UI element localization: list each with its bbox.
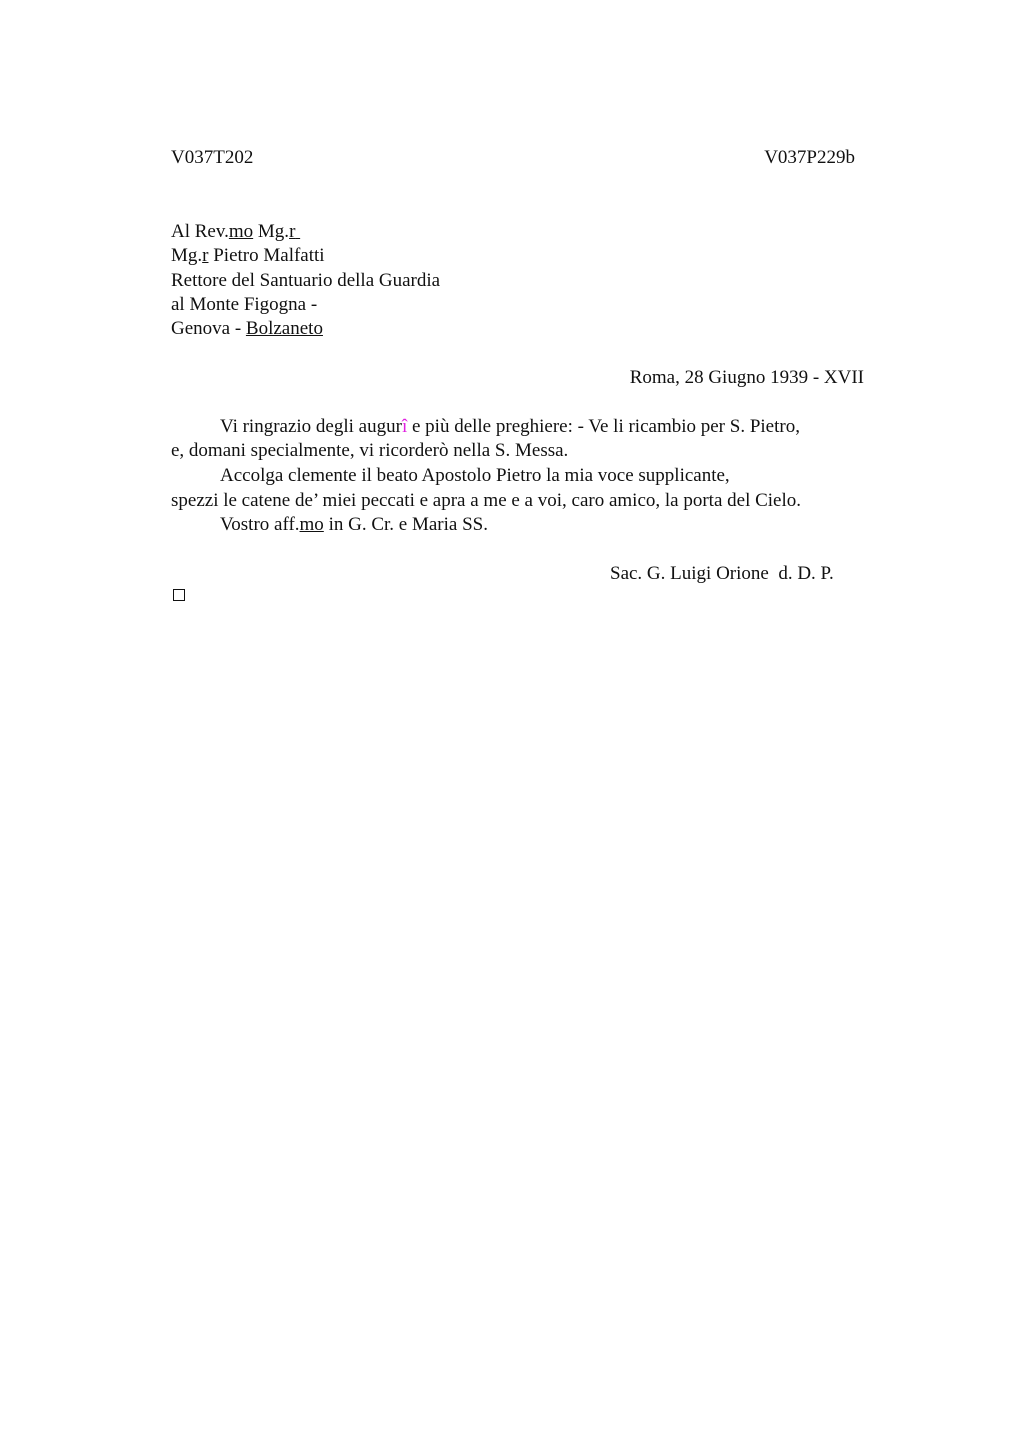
- body-superscript: mo: [299, 514, 324, 535]
- body-text: in G. Cr. e Maria SS.: [323, 514, 488, 535]
- date-line: Roma, 28 Giugno 1939 - XVII: [629, 367, 864, 388]
- address-superscript: mo: [228, 221, 254, 242]
- body-paragraph-1-line-1: [220, 415, 800, 439]
- signature: Sac. G. Luigi Orione d. D. P.: [610, 563, 834, 584]
- address-text: Mg.: [171, 245, 203, 266]
- address-line-4: al Monte Figogna -: [171, 294, 318, 315]
- address-line-1: [171, 220, 300, 244]
- address-line-5: [171, 317, 323, 341]
- address-text: Pietro Malfatti: [208, 245, 325, 266]
- address-text: Al Rev.: [171, 221, 229, 242]
- body-paragraph-2-line-2: spezzi le catene de’ miei peccati e apra a me e a voi, caro amico, la porta del Cielo.: [171, 490, 802, 511]
- address-line-3: Rettore del Santuario della Guardia: [171, 270, 441, 291]
- document-code-right: V037P229b: [764, 147, 855, 168]
- address-line-2: [171, 244, 325, 268]
- body-text: e più delle preghiere: - Ve li ricambio per S. Pietro,: [407, 416, 800, 437]
- address-superscript: r: [289, 221, 296, 242]
- body-paragraph-2-line-1: Accolga clemente il beato Apostolo Pietro la mia voce supplicante,: [220, 465, 730, 486]
- body-text: Vi ringrazio degli augur: [220, 416, 402, 437]
- body-text: Vostro aff.: [220, 514, 300, 535]
- address-text: Mg.: [253, 221, 290, 242]
- address-underline-space: [295, 221, 300, 242]
- address-text: Genova -: [171, 318, 246, 339]
- address-city-underlined: Bolzaneto: [245, 318, 323, 339]
- address-superscript: r: [202, 245, 209, 266]
- body-paragraph-3: [220, 513, 488, 537]
- document-code-left: V037T202: [171, 147, 254, 168]
- body-paragraph-1-line-2: e, domani specialmente, vi ricorderò nella S. Messa.: [171, 440, 569, 461]
- square-mark-icon: [173, 589, 185, 601]
- body-accent-char: î: [401, 416, 408, 437]
